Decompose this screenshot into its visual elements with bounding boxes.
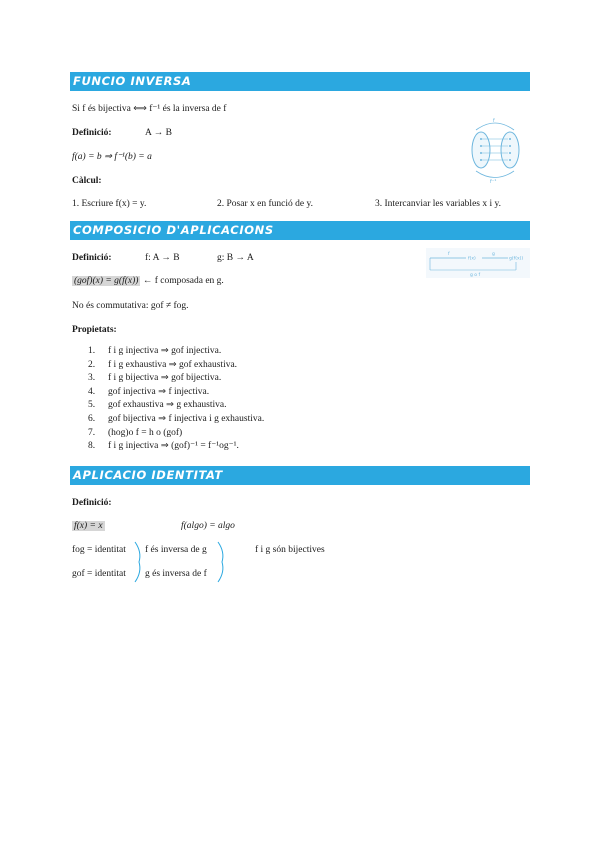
properties-list [88,345,264,454]
calcul-label: Càlcul: [72,176,102,186]
list-item: 6. gof bijectiva ⇒ f injectiva i g exhaustiva. [88,413,265,424]
gof-identity: gof = identitat [72,569,126,579]
section-banner-funcio-inversa [70,72,530,91]
identity-formula: f(x) = x [74,521,103,531]
list-item: 7. (hog)o f = h o (gof) [88,427,183,438]
list-item: 2. f i g exhaustiva ⇒ gof exhaustiva. [88,359,238,370]
composition-note: ← f composada en g. [142,276,224,286]
definition-label: Definició: [72,128,112,138]
fog-identity: fog = identitat [72,545,126,555]
identity-formula-algo: f(algo) = algo [181,521,235,531]
g-mapping: g: B → A [217,253,254,263]
list-item: 8. f i g injectiva ⇒ (gof)⁻¹ = f⁻¹og⁻¹. [88,441,239,452]
calc-step-1: 1. Escriure f(x) = y. [72,199,147,209]
properties-label: Propietats: [72,325,117,335]
bottom-arc [476,171,514,178]
composition-diagram [426,248,530,278]
diagram-label-f: f [493,118,495,124]
label-gfx: g(f(x)) [509,256,524,262]
bijective-conclusion: f i g són bijectives [255,545,325,555]
calc-step-3: 3. Intercanviar les variables x i y. [375,199,502,209]
set-b-ellipse [501,132,519,168]
section-title: APLICACIO IDENTITAT [73,468,223,482]
f-inverse-of-g: f és inversa de g [145,545,207,555]
list-item: 1. f i g injectiva ⇒ gof injectiva. [88,346,222,356]
inverse-formula: f(a) = b ⇒ f⁻¹(b) = a [72,152,152,162]
definition-label: Definició: [72,498,112,508]
section-title: COMPOSICIO D'APLICACIONS [73,223,274,237]
f-mapping: f: A → B [145,253,180,263]
label-f: f [448,252,450,257]
set-a-ellipse [472,132,490,168]
bijective-statement: Si f és bijectiva ⟺ f⁻¹ és la inversa de f [72,104,227,114]
label-g: g [492,252,495,257]
label-fx: f(x) [468,256,476,262]
calc-step-2: 2. Posar x en funció de y. [217,199,313,209]
section-title: FUNCIO INVERSA [73,74,192,88]
list-item: 3. f i g bijectiva ⇒ gof bijectiva. [88,373,222,384]
definition-label: Definició: [72,253,112,263]
inverse-function-diagram [466,116,524,184]
list-item: 5. gof exhaustiva ⇒ g exhaustiva. [88,400,227,411]
section-banner-identitat [70,466,530,485]
g-inverse-of-f: g és inversa de f [145,569,207,579]
definition-text: A → B [145,128,172,138]
composition-line [72,276,224,286]
section-banner-composicio [70,221,530,240]
right-brace [216,541,226,583]
diagram-label-finv: f⁻¹ [490,179,497,184]
left-brace [133,541,143,583]
list-item: 4. gof injectiva ⇒ f injectiva. [88,386,210,397]
top-arc [476,123,514,130]
not-commutative-note: No és commutativa: gof ≠ fog. [72,301,189,311]
composition-formula: (gof)(x) = g(f(x)) [74,276,139,286]
label-gof: g o f [470,273,481,278]
